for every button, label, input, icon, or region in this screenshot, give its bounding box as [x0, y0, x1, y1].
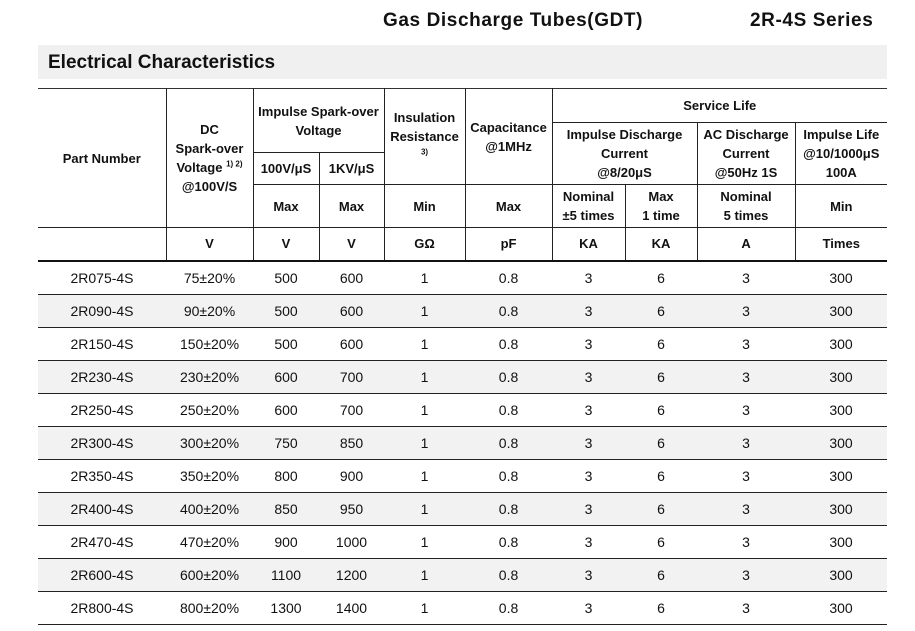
cell-impulse-life: 300 [795, 525, 887, 558]
cell-impulse-1kv: 700 [319, 393, 384, 426]
service-life-header: Service Life [683, 98, 757, 113]
sub-max1-line2: 1 time [642, 208, 680, 223]
cell-ac-nominal: 3 [697, 261, 795, 295]
sub-nominal5-line1: Nominal [720, 189, 772, 204]
cell-impulse-1kv: 1200 [319, 558, 384, 591]
cell-impulse-life: 300 [795, 591, 887, 624]
table-row [38, 459, 887, 492]
service-life-group [552, 89, 887, 123]
sub-nominal5-line2: 5 times [723, 208, 769, 223]
cell-impulse-max: 6 [625, 294, 697, 327]
unit-ka-nominal: KA [552, 228, 625, 261]
sub-max-capacitance: Max [465, 185, 552, 228]
cell-ac-nominal: 3 [697, 426, 795, 459]
table-row [38, 591, 887, 624]
cell-insulation: 1 [384, 327, 465, 360]
dc-footnote-ref: 1) 2) [226, 159, 243, 169]
unit-ka-max: KA [625, 228, 697, 261]
ac-discharge-line1: AC Discharge [703, 127, 789, 142]
cell-insulation: 1 [384, 393, 465, 426]
sub-min-life: Min [795, 185, 887, 228]
cell-impulse-100v: 800 [253, 459, 319, 492]
cell-impulse-1kv: 600 [319, 261, 384, 295]
col-impulse-100v [253, 153, 319, 185]
cell-impulse-1kv: 600 [319, 294, 384, 327]
cell-impulse-nominal: 3 [552, 558, 625, 591]
table-row [38, 558, 887, 591]
cell-dc-sparkover: 350±20% [166, 459, 253, 492]
cell-impulse-life: 300 [795, 327, 887, 360]
cell-impulse-life: 300 [795, 261, 887, 295]
cell-impulse-life: 300 [795, 558, 887, 591]
impulse-sparkover-header: Impulse Spark-over Voltage [258, 103, 379, 138]
cell-part-number: 2R800-4S [38, 591, 166, 624]
cell-impulse-1kv: 1400 [319, 591, 384, 624]
cell-impulse-100v: 1300 [253, 591, 319, 624]
impulse-life-line2: @10/1000μS [803, 146, 880, 161]
cell-impulse-100v: 600 [253, 393, 319, 426]
cell-dc-sparkover: 300±20% [166, 426, 253, 459]
unit-1kv: V [319, 228, 384, 261]
cell-impulse-1kv: 600 [319, 327, 384, 360]
cell-impulse-nominal: 3 [552, 591, 625, 624]
unit-capacitance: pF [465, 228, 552, 261]
cell-part-number: 2R075-4S [38, 261, 166, 295]
cell-impulse-nominal: 3 [552, 327, 625, 360]
col-capacitance [465, 89, 552, 185]
cell-impulse-life: 300 [795, 459, 887, 492]
cell-impulse-100v: 1100 [253, 558, 319, 591]
cell-impulse-1kv: 900 [319, 459, 384, 492]
cell-ac-nominal: 3 [697, 327, 795, 360]
col-ac-discharge [697, 123, 795, 185]
cell-dc-sparkover: 150±20% [166, 327, 253, 360]
cell-impulse-100v: 500 [253, 327, 319, 360]
cell-part-number: 2R400-4S [38, 492, 166, 525]
cell-impulse-life: 300 [795, 492, 887, 525]
cell-capacitance: 0.8 [465, 591, 552, 624]
col-dc-sparkover [166, 89, 253, 228]
sub-nominal-line1: Nominal [562, 189, 615, 204]
cell-impulse-100v: 850 [253, 492, 319, 525]
impulse-discharge-line3: @8/20μS [597, 165, 652, 180]
cell-ac-nominal: 3 [697, 558, 795, 591]
cell-ac-nominal: 3 [697, 591, 795, 624]
cell-impulse-max: 6 [625, 525, 697, 558]
unit-insulation: GΩ [384, 228, 465, 261]
cell-ac-nominal: 3 [697, 459, 795, 492]
cell-impulse-1kv: 1000 [319, 525, 384, 558]
cell-impulse-nominal: 3 [552, 393, 625, 426]
dc-header-line4: @100V/S [181, 179, 238, 194]
insulation-header-line1: Insulation [393, 110, 456, 125]
cell-impulse-max: 6 [625, 393, 697, 426]
col-impulse-life [795, 123, 887, 185]
cell-dc-sparkover: 250±20% [166, 393, 253, 426]
table-row [38, 525, 887, 558]
part-number-header: Part Number [62, 150, 141, 166]
cell-insulation: 1 [384, 459, 465, 492]
cell-ac-nominal: 3 [697, 525, 795, 558]
cell-insulation: 1 [384, 294, 465, 327]
cell-ac-nominal: 3 [697, 492, 795, 525]
cell-capacitance: 0.8 [465, 459, 552, 492]
section-header [38, 45, 887, 79]
impulse-life-line3: 100A [825, 165, 857, 180]
cell-impulse-max: 6 [625, 327, 697, 360]
cell-insulation: 1 [384, 360, 465, 393]
table-head [38, 89, 887, 261]
insulation-footnote-ref: 3) [420, 147, 429, 157]
cell-part-number: 2R230-4S [38, 360, 166, 393]
cell-dc-sparkover: 600±20% [166, 558, 253, 591]
cell-impulse-life: 300 [795, 360, 887, 393]
dc-header-line1: DC [200, 122, 219, 137]
cell-impulse-100v: 500 [253, 261, 319, 295]
cell-impulse-nominal: 3 [552, 360, 625, 393]
ac-discharge-line2: Current [722, 146, 770, 161]
cell-ac-nominal: 3 [697, 294, 795, 327]
cell-part-number: 2R470-4S [38, 525, 166, 558]
sub-max-100v: Max [253, 185, 319, 228]
cell-part-number: 2R150-4S [38, 327, 166, 360]
cell-impulse-nominal: 3 [552, 459, 625, 492]
cell-impulse-nominal: 3 [552, 294, 625, 327]
cell-impulse-1kv: 950 [319, 492, 384, 525]
cell-impulse-max: 6 [625, 426, 697, 459]
cell-insulation: 1 [384, 261, 465, 295]
document-header [0, 10, 915, 36]
cell-part-number: 2R250-4S [38, 393, 166, 426]
cell-capacitance: 0.8 [465, 261, 552, 295]
unit-part-blank [38, 228, 166, 261]
cell-insulation: 1 [384, 525, 465, 558]
cell-dc-sparkover: 800±20% [166, 591, 253, 624]
table-row [38, 426, 887, 459]
series-label: 2R-4S Series [750, 10, 874, 31]
cell-impulse-nominal: 3 [552, 492, 625, 525]
sub-max-1-time [625, 185, 697, 228]
cell-capacitance: 0.8 [465, 525, 552, 558]
cell-impulse-max: 6 [625, 360, 697, 393]
impulse-discharge-line1: Impulse Discharge [566, 127, 683, 142]
col-impulse-sparkover [253, 89, 384, 153]
cell-insulation: 1 [384, 426, 465, 459]
cell-dc-sparkover: 75±20% [166, 261, 253, 295]
table-body [38, 261, 887, 625]
cell-capacitance: 0.8 [465, 558, 552, 591]
col-insulation [384, 89, 465, 185]
cell-impulse-max: 6 [625, 591, 697, 624]
cell-impulse-life: 300 [795, 294, 887, 327]
cell-impulse-nominal: 3 [552, 261, 625, 295]
col-impulse-1kv [319, 153, 384, 185]
impulse-100v-header: 100V/μS [260, 161, 312, 176]
capacitance-header-line2: @1MHz [485, 138, 532, 154]
table-row [38, 327, 887, 360]
cell-part-number: 2R300-4S [38, 426, 166, 459]
document-title: Gas Discharge Tubes(GDT) [383, 10, 644, 31]
cell-impulse-max: 6 [625, 261, 697, 295]
impulse-life-line1: Impulse Life [803, 127, 880, 142]
cell-part-number: 2R350-4S [38, 459, 166, 492]
sub-nominal-5-times [552, 185, 625, 228]
cell-impulse-life: 300 [795, 393, 887, 426]
cell-capacitance: 0.8 [465, 360, 552, 393]
cell-ac-nominal: 3 [697, 360, 795, 393]
cell-dc-sparkover: 90±20% [166, 294, 253, 327]
cell-dc-sparkover: 400±20% [166, 492, 253, 525]
cell-impulse-nominal: 3 [552, 426, 625, 459]
table-row [38, 393, 887, 426]
cell-dc-sparkover: 470±20% [166, 525, 253, 558]
unit-times: Times [795, 228, 887, 261]
sub-max1-line1: Max [648, 189, 674, 204]
cell-impulse-100v: 750 [253, 426, 319, 459]
sub-nominal-5times-ac [697, 185, 795, 228]
cell-impulse-100v: 500 [253, 294, 319, 327]
cell-impulse-1kv: 850 [319, 426, 384, 459]
cell-insulation: 1 [384, 492, 465, 525]
cell-impulse-max: 6 [625, 459, 697, 492]
cell-impulse-1kv: 700 [319, 360, 384, 393]
cell-impulse-100v: 900 [253, 525, 319, 558]
electrical-characteristics-table [38, 88, 887, 625]
cell-capacitance: 0.8 [465, 426, 552, 459]
dc-header-line3: Voltage [176, 160, 223, 175]
insulation-header-line2: Resistance [390, 129, 459, 144]
cell-dc-sparkover: 230±20% [166, 360, 253, 393]
cell-impulse-max: 6 [625, 492, 697, 525]
table-row [38, 360, 887, 393]
cell-impulse-life: 300 [795, 426, 887, 459]
cell-impulse-nominal: 3 [552, 525, 625, 558]
impulse-discharge-line2: Current [601, 146, 648, 161]
cell-capacitance: 0.8 [465, 492, 552, 525]
unit-ac: A [697, 228, 795, 261]
cell-capacitance: 0.8 [465, 393, 552, 426]
dc-header-line2: Spark-over [175, 141, 244, 156]
col-impulse-discharge [552, 123, 697, 185]
unit-dc: V [166, 228, 253, 261]
table-row [38, 492, 887, 525]
table-row [38, 294, 887, 327]
table-row [38, 261, 887, 295]
cell-capacitance: 0.8 [465, 327, 552, 360]
cell-part-number: 2R600-4S [38, 558, 166, 591]
impulse-1kv-header: 1KV/μS [328, 161, 375, 176]
cell-impulse-100v: 600 [253, 360, 319, 393]
section-title: Electrical Characteristics [48, 52, 276, 73]
sub-nominal-line2: ±5 times [562, 208, 615, 223]
cell-capacitance: 0.8 [465, 294, 552, 327]
col-part-number [38, 89, 166, 228]
sub-min-insulation: Min [384, 185, 465, 228]
unit-100v: V [253, 228, 319, 261]
cell-impulse-max: 6 [625, 558, 697, 591]
cell-insulation: 1 [384, 558, 465, 591]
sub-max-1kv: Max [319, 185, 384, 228]
ac-discharge-line3: @50Hz 1S [714, 165, 778, 180]
cell-insulation: 1 [384, 591, 465, 624]
capacitance-header-line1: Capacitance [470, 119, 547, 135]
cell-part-number: 2R090-4S [38, 294, 166, 327]
cell-ac-nominal: 3 [697, 393, 795, 426]
